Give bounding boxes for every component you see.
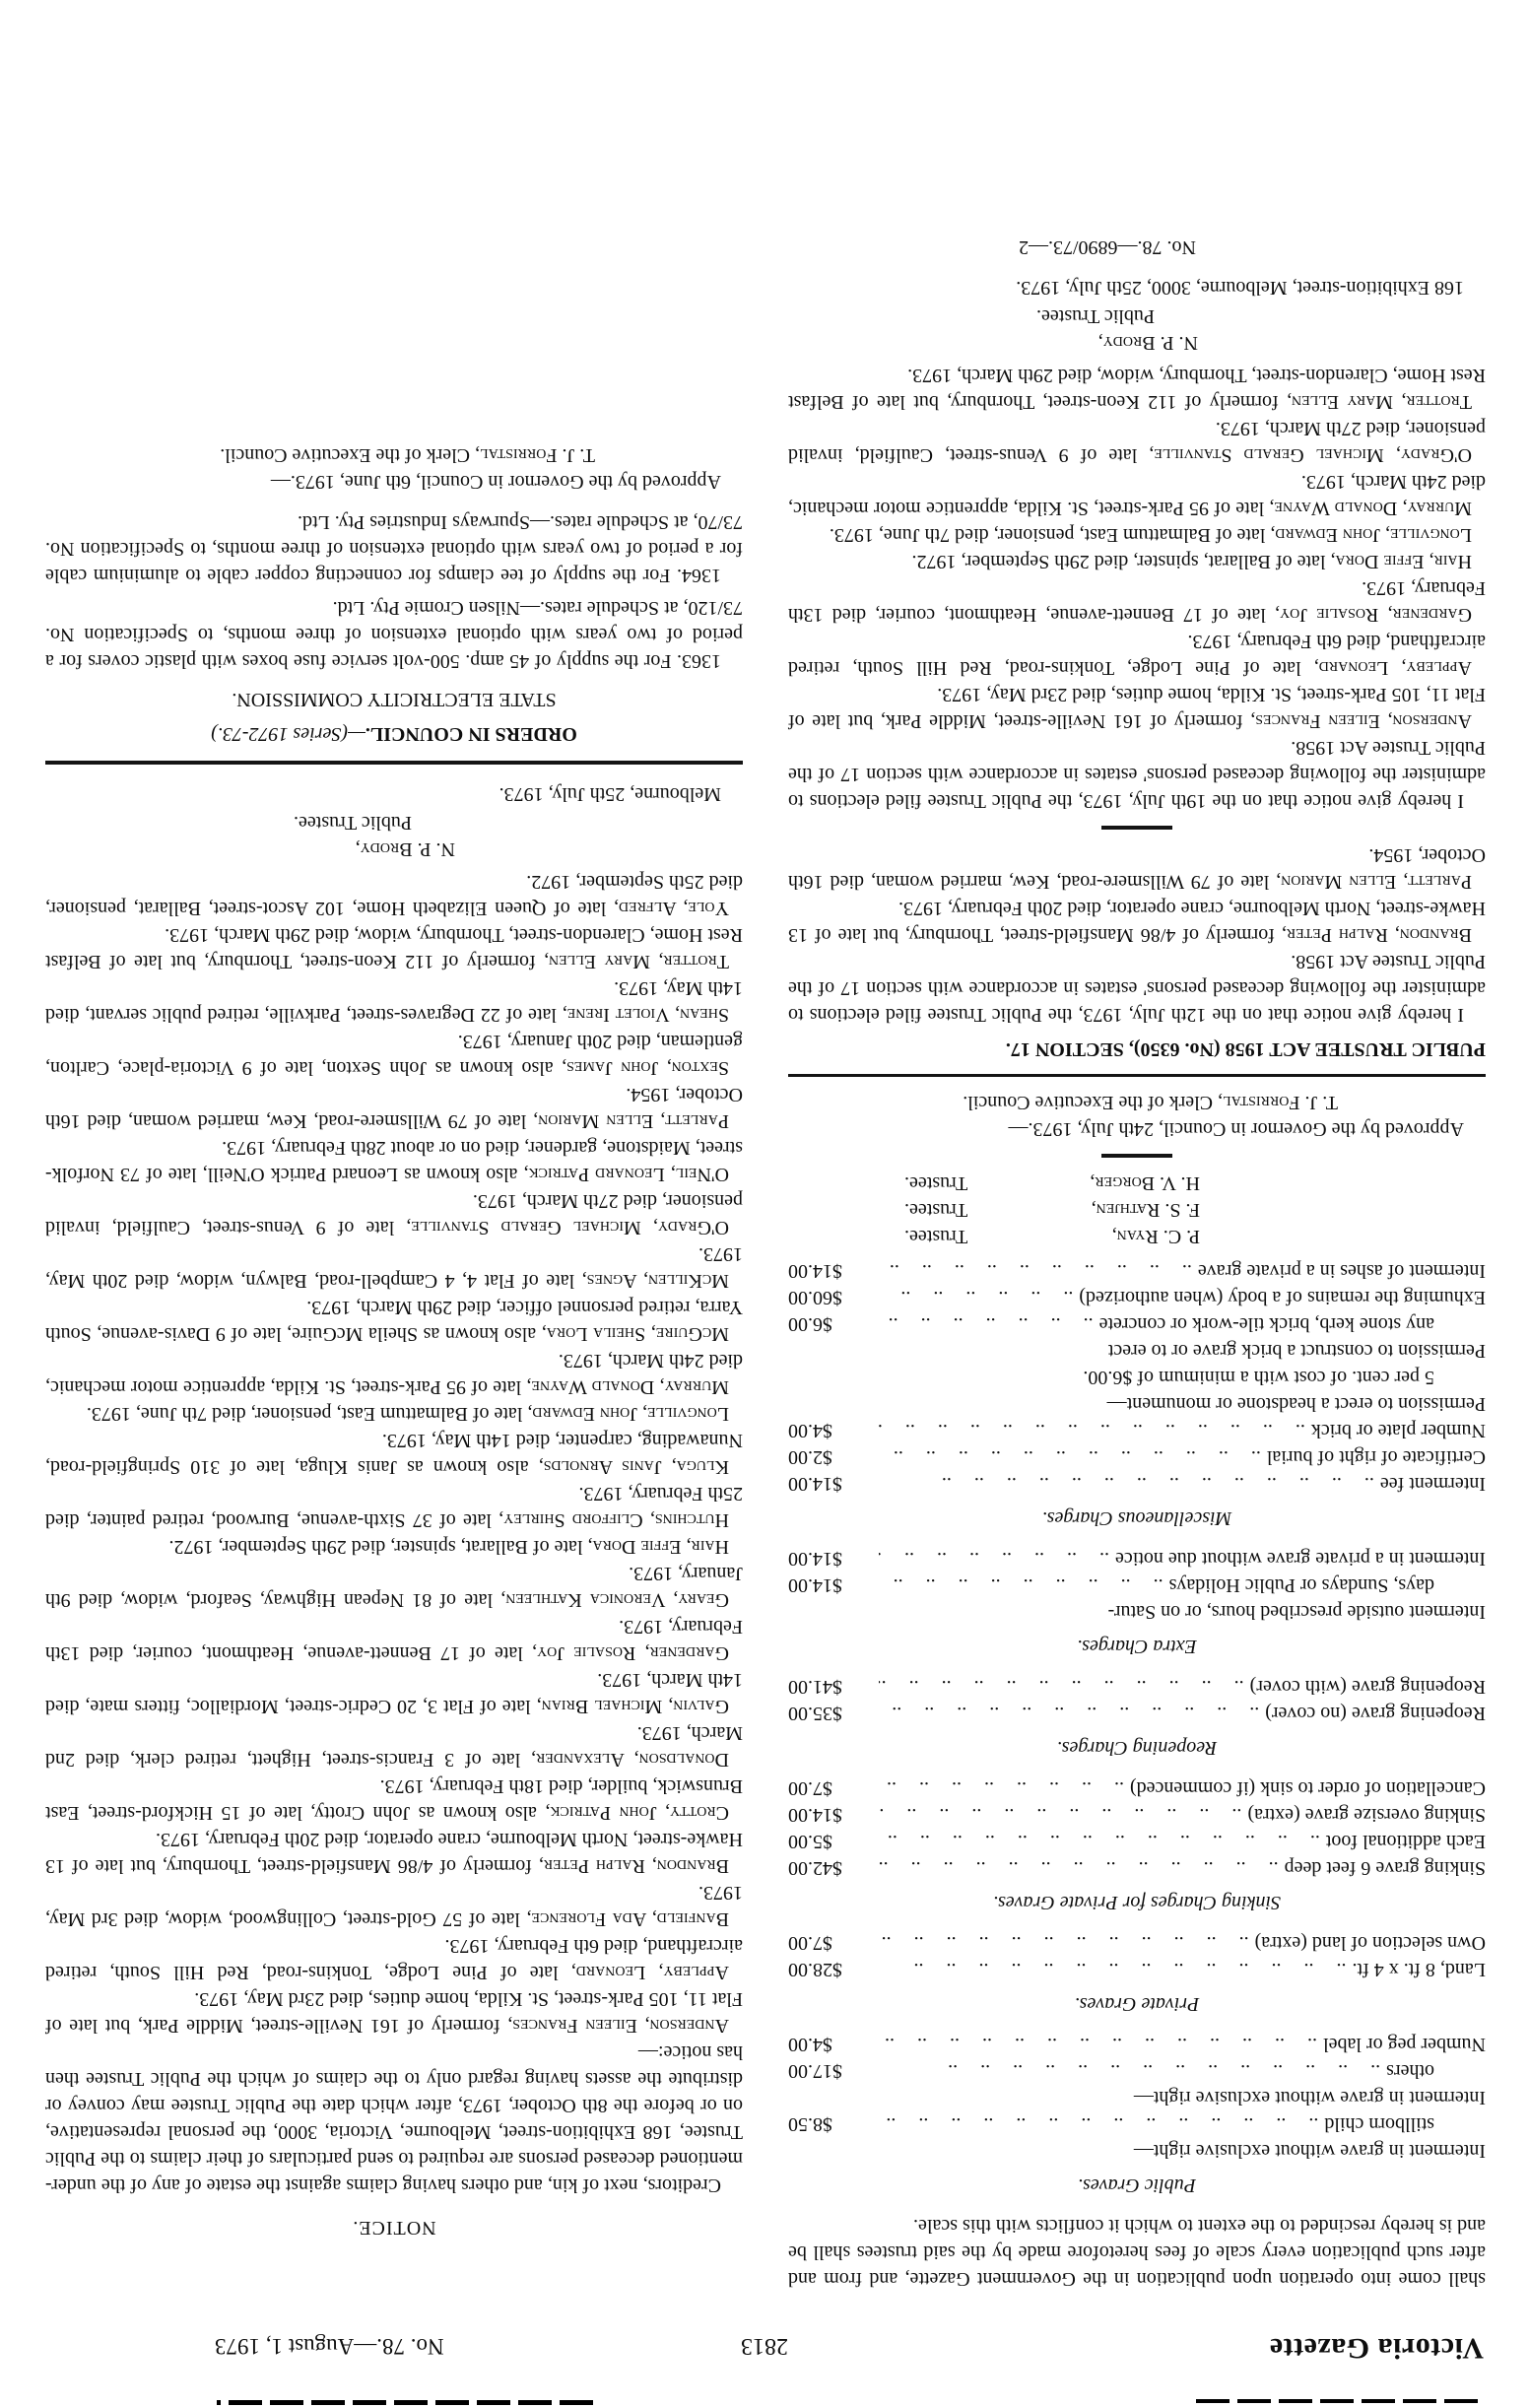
entry-details: , also known as Sheila McGuire, late of 9 Davis-avenue, South Yarra, retired personnel officer, died 29th March, 1973. [45,1297,743,1345]
clerk-name: T. J. Forristal [1223,1092,1338,1113]
scale-of-fees-intro: shall come into operation upon publication in the Government Gazette, and from and after such publication every scale of fees heretofore made by the said trustees shall be and is hereby rescinded to the extent to which it conflicts with this scale. [788,2215,1486,2290]
entry-details: , late of 17 Bennett-avenue, Heathmont, courier, died 13th February, 1973. [44,1616,743,1664]
deceased-name: O'Grady, Michael Gerald Stanville [411,1217,729,1238]
entry-details: , formerly of 4/86 Mansfield-street, Thornbury, but late of 13 Hawke-street, North Melbourne, crane operator, died 20th February, 1973. [787,898,1486,946]
deceased-name: Crotty, John Patrick [550,1802,729,1824]
dot-leader [879,2031,1317,2057]
deceased-name: Kluga, Janis Arnolds [543,1456,729,1478]
estate-entry [45,1560,743,1613]
entry-details: , late of 22 Degraves-street, Parkville, retired public servant, died 14th May, 1973. [45,977,743,1026]
deceased-name: Geary, Veronica Kathleen [505,1589,729,1611]
fee-section-heading: Reopening Charges. [1056,1737,1218,1759]
orders-series-text: —(Series 1972-73.) [211,723,366,745]
fee-amount: $14.00 [788,1804,842,1826]
fee-row [788,1598,1486,1625]
entry-details: , formerly of 161 Neville-street, Middle Park, but late of Flat 11, 105 Park-street, St. Kilda, home duties, died 23rd May, 1973. [45,1988,743,2037]
deceased-name: Donaldson, Alexander [536,1749,729,1771]
deceased-name: Sexton, John James [566,1057,729,1079]
entry-details: , late of 3 Francis-street, Highett, retired clerk, died 2nd March, 1973. [45,1722,743,1771]
fee-amount: $4.00 [788,2034,832,2055]
estate-entry [45,1985,743,2039]
fee-label: Interment fee [1379,1473,1486,1495]
estate-entry [45,1773,743,1826]
page-number: 2813 [741,2333,788,2359]
trustee-name: H. V. Borger, [1090,1172,1200,1194]
estate-entry [45,1240,743,1294]
fee-row [788,1854,1486,1881]
fee-row [788,1337,1486,1364]
dot-leader [879,1284,1073,1310]
sec-heading: STATE ELECTRICITY COMMISSION. [232,689,557,710]
public-trustee-signoff [788,302,1486,356]
fee-label: others [1386,2060,1434,2082]
fee-rows [788,1929,1486,1982]
deceased-name: Gardener, Rosalie Joy [1280,604,1472,626]
estate-entry [45,1294,743,1347]
entry-details: , late of Flat 4, 4 Campbell-road, Balwyn, widow, died 20th May, 1973. [45,1243,743,1292]
estate-entry [45,1613,743,1666]
deceased-name: McGuire, Sheila Lora [546,1323,729,1345]
fee-row [788,1443,1486,1470]
fee-row [788,1828,1486,1854]
deceased-name: Shean, Violet Irene [566,1004,729,1026]
fee-row [788,1390,1486,1417]
fee-label: Cancellation of order to sink (if commenced) [1130,1777,1486,1799]
approval-paragraph [788,1089,1486,1142]
entry-details: , also known as John Crotty, late of 15 Hickford-street, East Brunswick, builder, died 18th February, 1973. [45,1775,743,1824]
estate-entry [788,895,1486,948]
estate-entry [45,1932,743,1985]
fee-rows [788,2031,1486,2164]
fee-label: Sinking grave 6 feet deep [1284,1857,1486,1879]
clerk-signature [788,1089,1338,1115]
estate-entry [45,1427,743,1480]
dot-leader [879,1417,1305,1443]
entry-details: , late of 95 Park-street, St. Kilda, apprentice motor mechanic, died 24th March, 1973. [45,1350,743,1398]
fee-row [788,1673,1486,1700]
orders-in-council-heading [45,720,743,747]
left-column [788,234,1486,2292]
dot-leader [879,2110,1318,2137]
public-trustee-title: Public Trustee. [293,812,412,834]
fee-amount: $42.00 [788,1857,842,1879]
deceased-name: Anderson, Eileen Frances [1255,710,1472,732]
dot-leader [879,1443,1261,1470]
estate-entry [788,521,1486,548]
estate-entry [788,574,1486,628]
election-notice-19-july: I hereby give notice that on the 19th July, 1973, the Public Trustee filed elections to administer the following deceased persons' estates in accordance with section 17 of the Public Trustee Act 1958. [788,737,1486,812]
fee-amount: $2.00 [788,1446,832,1468]
dot-leader [879,1310,1094,1337]
fee-row [788,2110,1486,2137]
fee-amount: $4.00 [788,1420,832,1441]
entry-details: , late of 9 Venus-street, Caulfield, invalid pensioner, died 27th March, 1973. [788,418,1486,466]
deceased-name: Hair, Effie Dora [592,1536,729,1558]
estate-entry [45,1028,743,1081]
fee-amount: $14.00 [788,1473,842,1495]
fee-label: Interment outside prescribed hours, or on Satur- [1107,1601,1486,1623]
deceased-name: Parlett, Ellen Marion [538,1110,729,1132]
entry-details: , late of 79 Willsmere-road, Kew, married woman, died 16th October, 1954. [45,1084,743,1132]
orders-heading-text: ORDERS IN COUNCIL. [365,723,577,745]
trustee-signature [904,1170,1200,1196]
fee-amount: $14.00 [788,1548,842,1570]
fee-label: Reopening grave (with cover) [1249,1676,1486,1698]
fee-label: Sinking oversize grave (extra) [1247,1804,1486,1826]
dot-leader [879,1470,1374,1497]
deceased-name: Galvin, Michael Brian [541,1696,729,1717]
estate-entry [45,1347,743,1400]
public-trustee-name: N. P. Brody, [355,838,455,860]
estate-entry [45,921,743,974]
deceased-name: Murray, Donald Wayne [531,1376,729,1398]
entry-details: , late of Ballarat, spinster, died 29th September, 1972. [168,1536,593,1558]
estate-entry [788,548,1486,574]
estate-entry [45,1480,743,1533]
entry-details: , formerly of 112 Keon-street, Thornbury, but late of Belfast Rest Home, Clarendon-street, Thornbury, widow, died 29th March, 1973. [788,365,1486,413]
fee-label: Exhuming the remains of a body (when authorized) [1079,1287,1486,1308]
estate-entry [45,1187,743,1240]
entry-details: , late of Balmattum East, pensioner, died 7th June, 1973. [829,524,1276,546]
entry-details: , late of 79 Willsmere-road, Kew, married woman, died 16th October, 1954. [788,844,1486,893]
entry-details: , formerly of 161 Neville-street, Middle Park, but late of Flat 11, 105 Park-street, St. Kilda, home duties, died 23rd May, 1973. [788,684,1486,732]
dot-leader [879,1700,1259,1726]
entry-details: , late of 17 Bennett-avenue, Heathmont, courier, died 13th February, 1973. [787,577,1486,626]
estate-entry [45,1533,743,1560]
deceased-name: Murray, Donald Wayne [1274,498,1472,519]
entry-details: , also known as Leonard Patrick O'Neill, late of 73 Norfolk-street, Maidstone, gardener, died on or about 28th February, 1973. [45,1137,743,1185]
fee-row [788,1284,1486,1310]
fee-section-reopening-charges [788,1673,1486,1761]
entry-details: , also known as John Sexton, late of 9 Victoria-place, Carlton, gentleman, died 20th January, 1973. [45,1031,743,1079]
fee-label: Reopening grave (no cover) [1265,1703,1486,1724]
masthead-title: Victoria Gazette [1269,2332,1484,2365]
deceased-name: Parlett, Ellen Marion [1281,871,1472,893]
fee-row [788,1572,1486,1598]
fee-amount: $41.00 [788,1676,842,1698]
fee-amount: $14.00 [788,1574,842,1596]
creditors-paragraph: Creditors, next of kin, and others having claims against the estate of any of the under-mentioned deceased persons are required to send particulars of their claims to the Public Trustee, 168 Exhibition-street, Melbourne, Victoria, 3000, the personal representative, on or before the 8th October, 1973, after which date the Public Trustee may convey or distribute the assets having regard only to the claims of which the Public Trustee then has notice:— [45,2041,743,2196]
estate-entry [45,1400,743,1427]
estate-entry [45,1081,743,1134]
fee-section-miscellaneous-charges [788,1257,1486,1531]
estate-entry [788,628,1486,681]
page-header [45,2331,1484,2365]
dot-leader [879,1801,1241,1828]
section-rule [788,1074,1486,1077]
estate-entry [45,868,743,921]
entry-details: , late of 57 Gold-street, Collingwood, widow, died 3rd May, 1973. [45,1882,743,1930]
entry-details: , late of Pine Lodge, Tonkins-road, Red Hill South, retired aircrafthand, died 6th February, 1973. [788,631,1486,679]
scan-edge-artifact [217,2400,593,2405]
fee-label: Number plate or brick [1310,1420,1486,1441]
act-heading: PUBLIC TRUSTEE ACT 1958 (No. 6350), SECTION 17. [1005,1038,1486,1060]
fee-section-heading: Miscellaneous Charges. [1041,1507,1232,1529]
dot-leader [879,1774,1124,1801]
entry-details: , late of 9 Venus-street, Caulfield, invalid pensioner, died 27th March, 1973. [45,1190,743,1238]
fee-row [788,1801,1486,1828]
fee-row [788,1257,1486,1284]
clerk-signature [45,441,595,468]
fee-amount: $35.00 [788,1703,842,1724]
dot-leader [879,1828,1320,1854]
deceased-name: Appleby, Leonard [575,1962,729,1983]
fee-section-extra-charges [788,1545,1486,1659]
election-notice-12-july: I hereby give notice that on the 12th July, 1973, the Public Trustee filed elections to administer the following deceased persons' estates in accordance with section 17 of the Public Trustee Act 1958. [788,951,1486,1026]
estate-entry [45,1134,743,1187]
trustee-signatures [904,1170,1200,1249]
trustee-title: Trustee. [904,1199,968,1221]
estate-entry [788,362,1486,415]
fee-label: Own selection of land (extra) [1254,1932,1486,1954]
deceased-name: McKillen, Agnes [586,1270,729,1292]
fee-label: 5 per cent. of cost with a minimum of $6.00. [1083,1367,1434,1388]
deceased-name: Hutchins, Clifford Shirley [503,1509,729,1531]
entry-details: , formerly of 4/86 Mansfield-street, Thornbury, but late of 13 Hawke-street, North Melbourne, crane operator, died 20th February, 1973. [44,1829,743,1877]
deceased-name: O'Grady, Michael Gerald Stanville [1154,444,1472,466]
deceased-name: Hair, Effie Dora [1335,551,1472,572]
fee-label: Number peg or label [1323,2034,1486,2055]
two-column-body [45,234,1486,2292]
fee-amount: $60.00 [788,1287,842,1308]
fee-label: Interment in grave without exclusive right— [1133,2140,1486,2162]
notice-heading: NOTICE. [352,2217,436,2239]
fee-label: Interment of ashes in a private grave [1197,1260,1486,1282]
entry-details: , late of Queen Elizabeth Home, 102 Ascot-street, Ballarat, pensioner, died 25th September, 1972. [45,871,743,919]
estate-entry [788,841,1486,895]
place-date-line: Melbourne, 25th July, 1973. [499,783,721,805]
fee-rows [788,1774,1486,1881]
fee-amount: $7.00 [788,1932,832,1954]
entry-details: , late of Flat 3, 20 Cedric-street, Mordialloc, fitters mate, died 14th March, 1973. [45,1669,743,1717]
scan-edge-artifact [1192,2399,1478,2403]
fee-amount: $14.00 [788,1260,842,1282]
approval-paragraph [45,441,743,495]
dot-leader [879,1956,1346,1982]
estate-entry [788,415,1486,468]
section-rule [45,761,743,765]
estate-entry [788,681,1486,734]
footer-reference: No. 78.—6890/73.—2 [1019,236,1196,258]
fee-label: stillborn child [1324,2113,1434,2135]
entry-details: , late of Ballarat, spinster, died 29th September, 1972. [911,551,1336,572]
dot-leader [879,2057,1380,2084]
deceased-name: Longville, John Edward [532,1403,729,1425]
fee-label: Each additional foot [1325,1831,1486,1852]
public-trustee-title: Public Trustee. [1035,305,1155,327]
fee-label: days, Sundays or Public Holidays [1168,1574,1434,1596]
fee-row [788,2057,1486,2084]
dot-leader [879,1572,1163,1598]
clerk-title: , Clerk of the Executive Council. [963,1092,1224,1113]
elections-list-2 [788,362,1486,734]
trustee-name: F. S. Rathjen, [1091,1199,1200,1221]
fee-amount: $28.00 [788,1959,842,1980]
deceased-name: Appleby, Leonard [1318,657,1472,679]
estate-entry [45,1826,743,1879]
fee-rows [788,1257,1486,1497]
fee-amount: $6.00 [788,1313,832,1335]
approval-line: Approved by the Governor in Council, 24th July, 1973.— [1008,1118,1464,1140]
issue-line: No. 78.—August 1, 1973 [215,2334,444,2359]
separator-rule [1101,826,1172,830]
deceased-name: Trotter, Mary Ellen [549,951,729,972]
deceased-name: Banfield, Ada Florence [531,1908,729,1930]
entry-details: , late of 81 Nepean Highway, Seaford, widow, died 9th January, 1973. [45,1563,743,1611]
order-1363: 1363. For the supply of 45 amp. 500-volt service fuse boxes with plastic covers for a period of two years with optional extension of three months, to Specification No. 73/120, at Schedule rates.—Nilsen Cromie Pty. Ltd. [45,597,743,672]
clerk-title: , Clerk of the Executive Council. [220,444,481,466]
trustee-title: Trustee. [904,1226,968,1247]
fee-label: Certificate of right of burial [1266,1446,1486,1468]
fee-rows [788,1545,1486,1625]
fee-row [788,2084,1486,2110]
estate-entry [45,1719,743,1773]
public-trustee-name: N. P. Brody, [1097,332,1198,354]
fee-label: any stone kerb, brick tile-work or concrete [1098,1313,1434,1335]
separator-rule [1101,1154,1172,1158]
fee-label: Permission to erect a headstone or monument— [1106,1393,1486,1415]
fee-row [788,1700,1486,1726]
trustee-signature [904,1196,1200,1223]
estate-entry [45,974,743,1028]
estate-entry [45,1666,743,1719]
deceased-name: O'Neil, Leonard Patrick [528,1164,729,1185]
trustee-name: P. C. Ryan, [1111,1226,1200,1247]
fee-section-heading: Extra Charges. [1077,1636,1197,1657]
fee-amount: $7.00 [788,1777,832,1799]
deceased-name: Longville, John Edward [1275,524,1472,546]
entry-details: , formerly of 112 Keon-street, Thornbury, but late of Belfast Rest Home, Clarendon-street, Thornbury, widow, died 29th March, 1973. [45,924,743,972]
estate-entry [788,468,1486,521]
dot-leader [879,1673,1244,1700]
entry-details: , late of Pine Lodge, Tonkins-road, Red Hill South, retired aircrafthand, died 6th February, 1973. [45,1935,743,1983]
fee-section-heading: Sinking Charges for Private Graves. [993,1892,1282,1913]
public-trustee-signoff [45,809,743,862]
elections-list-1 [788,841,1486,948]
deceased-name: Yole, Alfred [618,898,729,919]
fee-section-private-graves [788,1929,1486,2017]
dot-leader [879,1929,1249,1956]
fee-amount: $8.50 [788,2113,832,2135]
fee-row [788,1956,1486,1982]
fee-section-sinking-charges [788,1774,1486,1915]
fee-row [788,1310,1486,1337]
clerk-name: T. J. Forristal [480,444,595,466]
fee-label: Interment in grave without exclusive right— [1133,2087,1486,2108]
fee-row [788,1417,1486,1443]
dot-leader [879,1545,1109,1572]
fee-label: Permission to construct a brick grave or to erect [1107,1340,1486,1362]
fee-row [788,1364,1486,1390]
trustee-title: Trustee. [904,1172,968,1194]
fee-row [788,1774,1486,1801]
estates-list [45,868,743,2039]
approval-line: Approved by the Governor in Council, 6th June, 1973.— [270,471,721,493]
deceased-name: Brandon, Ralph Peter [1286,924,1472,946]
fee-row [788,2031,1486,2057]
fee-row [788,1929,1486,1956]
deceased-name: Gardener, Rosalie Joy [537,1642,729,1664]
deceased-name: Trotter, Mary Ellen [1292,391,1472,413]
deceased-name: Anderson, Eileen Frances [512,2015,729,2037]
deceased-name: Brandon, Ralph Peter [543,1855,729,1877]
fee-section-heading: Private Graves. [1074,1993,1200,2015]
fee-section-public-graves [788,2031,1486,2198]
order-1364: 1364. For the supply of tee clamps for connecting copper cable to aluminium cable for a period of two years with optional extension of three months, to Specification No. 73/70, at Schedule rates.—Spurways Industries Pty. Ltd. [45,511,743,586]
dot-leader [879,1257,1192,1284]
entry-details: , also known as Janis Kluga, late of 310 Springfield-road, Nunawading, carpenter, died 14th May, 1973. [44,1430,743,1478]
fee-amount: $5.00 [788,1831,832,1852]
fee-label: Interment in a private grave without due notice [1115,1548,1486,1570]
fee-amount: $17.00 [788,2060,842,2082]
entry-details: , late of 95 Park-street, St. Kilda, apprentice motor mechanic, died 24th March, 1973. [788,471,1486,519]
fee-row [788,2137,1486,2164]
fee-rows [788,1673,1486,1726]
right-column [45,234,743,2292]
fee-label: Land, 8 ft. x 4 ft. [1352,1959,1486,1980]
trustee-signature [904,1223,1200,1249]
entry-details: , late of 37 Sixth-avenue, Burwood, retired painter, died 25th February, 1973. [45,1483,743,1531]
estate-entry [45,1879,743,1932]
fee-row [788,1545,1486,1572]
address-line: 168 Exhibition-street, Melbourne, 3000, 25th July, 1973. [1016,277,1464,299]
entry-details: , late of Balmattum East, pensioner, died 7th June, 1973. [86,1403,533,1425]
fee-section-heading: Public Graves. [1078,2174,1196,2196]
dot-leader [879,1854,1279,1881]
fee-row [788,1470,1486,1497]
